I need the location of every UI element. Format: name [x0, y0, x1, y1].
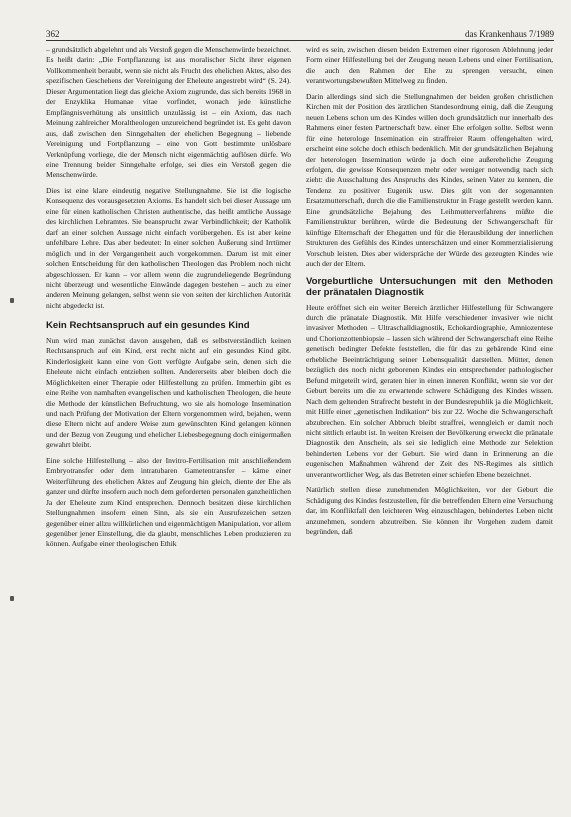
paragraph: Eine solche Hilfestellung – also der Invitro-Fertilisation mit anschließendem Embryotransfer oder dem intratubaren Gametentransfer – käme einer Weiterführung des ehelichen Aktes auf Zeugung hin gleich, diente der Ehe als ganzer und dürfte insofern auch noch dem geforderten personalen ganzheitlichen Ja der Eheleute zum Kind entsprechen. Dennoch besitzen diese kirchlichen Stellungnahmen insofern einen Sinn, als sie ein Ausrufezeichen setzen gegenüber einer allzu willkürlichen und eigenmächtigen Manipulation, vor allem gegenüber jener Einstellung, die da glaubt, menschliches Leben produzieren zu können. Aufgabe einer theologischen Ethik — [46, 455, 291, 549]
margin-mark — [10, 596, 14, 601]
paragraph: – grundsätzlich abgelehnt und als Verstoß gegen die Menschenwürde bezeichnet. Es heißt darin: „Die Fortpflanzung ist aus moralischer Sicht ihrer eigenen Vollkommenheit beraubt, wenn sie nicht als Frucht des ehelichen Aktes, also des spezifischen Geschehens der Vereinigung der Eheleute angestrebt wird“ (S. 24). Dieser Argumentation liegt das gleiche Axiom zugrunde, das sich bereits 1968 in der Enzyklika Humanae vitae vorfindet, wonach jede künstliche Empfängnisverhütung als unsittlich unzulässig ist – ein Axiom, das nach Meinung zahlreicher Moraltheologen unzureichend begründet ist. Es geht davon aus, daß zwischen den Sinngehalten der ehelichen Begegnung – liebende Vereinigung und Fortpflanzung – eine von Gott bestimmte unlösbare Verknüpfung vorliege, die der Mensch nicht eigenmächtig auflösen dürfe. Wo eine Trennung beider Sinngehalte erfolge, sei dies ein Verstoß gegen die Menschenwürde. — [46, 45, 291, 180]
page-header — [46, 29, 554, 41]
paragraph: Darin allerdings sind sich die Stellungnahmen der beiden großen christlichen Kirchen mit der Position des ärztlichen Standesordnung einig, daß die Zeugung neuen Lebens schon um des Kindes willen doch grundsätzlich nur innerhalb des Rahmens einer festen Partnerschaft bzw. einer Ehe erfolgen sollte. Selbst wenn für eine heterologe Insemination ein straffreier Raum offengehalten wird, erscheint eine solche doch ethisch bedenklich. Mit der grundsätzlichen Bejahung der heterologen Insemination würde ja doch eine außereheliche Zeugung erfolgen, die gewisse Konsequenzen mehr oder weniger notwendig nach sich zieht: die Ausschaltung des Anspruchs des Kindes, seinen Vater zu kennen, die Tendenz zu positiver Eugenik usw. Dies gilt von der sogenannten Ersatzmutterschaft, durch die die Familienstruktur in Frage gestellt werden kann. Eine grundsätzliche Bejahung des Leihmutterverfahrens müßte die Familienstruktur berühren, würde die Bedeutung der Schwangerschaft für künftige Elternschaft der Ehegatten und für die Herausbildung der innerlichen Strukturen des Gefühls des Kindes unterschätzen und einer Kommerzialisierung Vorschub leisten. Dies aber widerspräche der Würde des gezeugten Kindes wie auch der der Eltern. — [306, 91, 553, 269]
right-column — [306, 45, 553, 542]
page-number: 362 — [46, 29, 60, 39]
left-column — [46, 45, 291, 555]
paragraph: Nun wird man zunächst davon ausgehen, daß es selbstverständlich keinen Rechtsanspruch auf ein Kind, erst recht nicht auf ein gesundes Kind gibt. Kinderlosigkeit kann eine von Gott verfügte Aufgabe sein, denen sich die Eheleute nicht einfach entziehen sollten. Andererseits aber bleiben doch die Möglichkeiten einer Therapie oder Hilfestellung zu prüfen. Immerhin gibt es eine Reihe von namhaften evangelischen und katholischen Theologen, die heute die Methode der künstlichen Befruchtung, wo sie als homologe Insemination und nach Prüfung der Motivation der Eltern vorgenommen wird, bejahen, wenn diese Eltern nicht auf andere Weise zum gewünschten Kind gelangen können und der Bezug von Zeugung und ehelicher Liebesbegegnung doch einigermaßen gewahrt bleibt. — [46, 335, 291, 450]
journal-issue: das Krankenhaus 7/1989 — [465, 29, 554, 39]
paragraph: Dies ist eine klare eindeutig negative Stellungnahme. Sie ist die logische Konsequenz des vorausgesetzten Axioms. Es handelt sich bei dieser Aussage um eine für einen katholischen Christen authentische, das heißt amtliche Aussage des kirchlichen Lehramtes. Sie beansprucht zwar Verbindlichkeit; der Katholik darf an einer solchen Aussage nicht einfach vorübergehen. Es ist aber keine unfehlbare Lehre. Das aber bedeutet: In einer solchen Äußerung sind Irrtümer möglich und in der Vergangenheit auch vorgekommen. Darum ist mit einer solchen Entscheidung für den katholischen Theologen das Problem noch nicht abgeschlossen. Er kann – vor allem wenn die zugrundeliegende Begründung nicht überzeugt und wesentliche Einwände dagegen bestehen – auch zu einer anderen Meinung gelangen, selbst wenn sie von seiten der kirchlichen Autorität nicht abgedeckt ist. — [46, 185, 291, 310]
section-heading: Kein Rechtsanspruch auf ein gesundes Kind — [46, 320, 250, 332]
paragraph: wird es sein, zwischen diesen beiden Extremen einer rigorosen Ablehnung jeder Form einer Hilfestellung bei der Zeugung neuen Lebens und einer Fertilisation, die auch den Rahmen der Ehe zu sprengen versucht, einen verantwortungsbewußten Mittelweg zu finden. — [306, 45, 553, 86]
section-heading: Vorgeburtliche Untersuchungen mit den Methoden der pränatalen Diagnostik — [306, 275, 553, 299]
margin-mark — [10, 298, 14, 303]
paragraph: Heute eröffnet sich ein weiter Bereich ärztlicher Hilfestellung für Schwangere durch die pränatale Diagnostik. Mit Hilfe verschiedener invasiver wie nicht invasiver Methoden – Ultraschalldiagnostik, Echokardiographie, Amniozentese und Chorionzottenbiopsie – lassen sich während der Schwangerschaft eine Reihe genetisch bedingter Defekte feststellen, die für das zu gebärende Kind eine erhebliche Beeinträchtigung seiner Lebensqualität darstellen. Mütter, denen bezüglich des noch nicht geborenen Kindes ein entsprechender pathologischer Befund mitgeteilt wird, geraten hier in einen inneren Konflikt, wenn sie vor der Geburt bereits um die zu erwartende schwere Schädigung des Kindes wissen. Nach dem geltenden Strafrecht besteht in der Bundesrepublik ja die Möglichkeit, mit Hilfe einer „genetischen Indikation“ bis zur 22. Woche die Schwangerschaft abzubrechen. Ein solcher Abbruch bleibt straffrei, wenngleich er damit noch nicht sittlich erlaubt ist. In weiten Kreisen der Bevölkerung erweckt die pränatale Diagnostik den Anschein, als sei sie lediglich eine Methode zur Selektion behinderten Lebens vor der Geburt. Sie wird dann in Erinnerung an die eugenischen Maßnahmen während der Zeit des NS-Regimes als sittlich unverantwortlicher Weg, als das Betreten einer schiefen Ebene bezeichnet. — [306, 302, 553, 479]
paragraph: Natürlich stellen diese zunehmenden Möglichkeiten, vor der Geburt die Schädigung des Kindes festzustellen, für die betreffenden Eltern eine Versuchung dar, im Konfliktfall den leichteren Weg einzuschlagen, behindertes Leben nicht anzunehmen, sondern abzutreiben. Sie können ihr Vorgehen zudem damit begründen, daß — [306, 485, 553, 537]
